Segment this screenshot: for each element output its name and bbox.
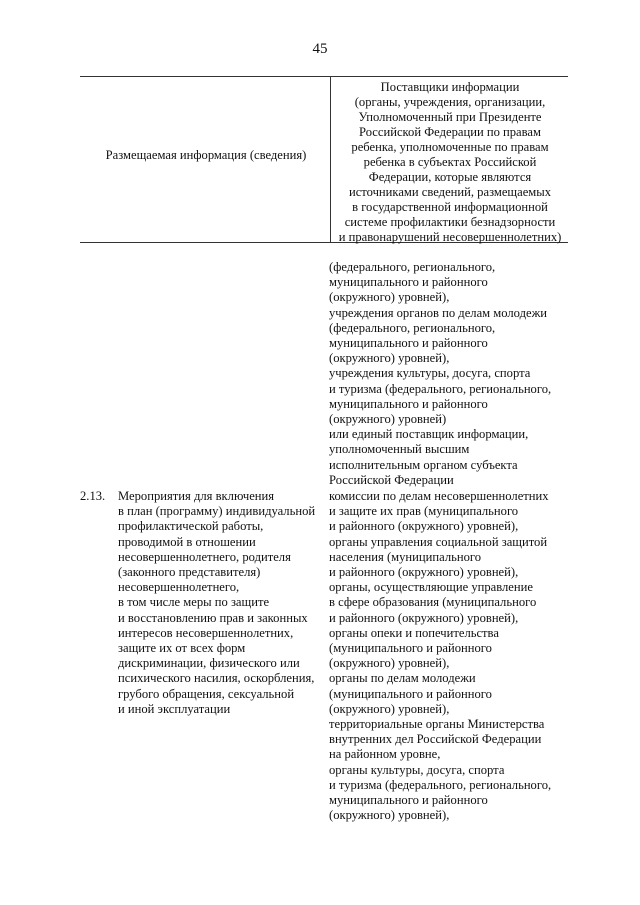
row-providers-line: (окружного) уровней),: [329, 701, 450, 716]
continuation-line: учреждения культуры, досуга, спорта: [329, 366, 531, 381]
row-providers-line: органы опеки и попечительства: [329, 625, 499, 640]
continuation-line: (окружного) уровней),: [329, 290, 450, 305]
row-providers-line: в сфере образования (муниципального: [329, 595, 537, 610]
row-providers-cell: [329, 489, 551, 823]
row-information-line: профилактической работы,: [118, 519, 264, 534]
row-providers-line: (окружного) уровней),: [329, 808, 450, 823]
header-providers-line: системе профилактики безнадзорности: [344, 215, 556, 229]
row-providers-line: органы управления социальной защитой: [329, 534, 548, 549]
row-information-line: защите их от всех форм: [118, 641, 246, 656]
continuation-line: (окружного) уровней),: [329, 351, 450, 366]
row-providers-line: и районного (окружного) уровней),: [329, 565, 519, 580]
row-providers-line: населения (муниципального: [329, 549, 482, 564]
row-information-line: грубого обращения, сексуальной: [118, 686, 295, 701]
header-providers-line: в государственной информационной: [352, 200, 548, 214]
header-providers-line: Российской Федерации по правам: [359, 125, 541, 139]
continuation-line: (федерального, регионального,: [329, 320, 496, 335]
continuation-line: исполнительным органом субъекта: [329, 457, 518, 472]
row-providers-line: (муниципального и районного: [329, 686, 492, 701]
row-providers-line: на районном уровне,: [329, 747, 441, 762]
row-information-line: интересов несовершеннолетних,: [118, 625, 294, 640]
continuation-providers-cell: [329, 260, 551, 488]
table-top-rule: [80, 76, 568, 77]
row-providers-line: органы культуры, досуга, спорта: [329, 762, 505, 777]
page-number: 45: [312, 41, 328, 57]
row-information-cell: [118, 489, 315, 717]
row-providers-line: внутренних дел Российской Федерации: [329, 732, 542, 747]
header-providers-line: источниками сведений, размещаемых: [348, 185, 552, 199]
header-information-providers: [332, 80, 568, 245]
header-providers-line: Поставщики информации: [380, 80, 520, 94]
row-providers-line: и защите их прав (муниципального: [329, 504, 519, 519]
header-providers-line: Уполномоченный при Президенте: [358, 110, 542, 124]
header-providers-line: ребенка, уполномоченные по правам: [351, 140, 549, 154]
continuation-line: или единый поставщик информации,: [329, 427, 529, 442]
continuation-line: (федерального, регионального,: [329, 260, 496, 274]
row-information-line: Мероприятия для включения: [118, 489, 275, 503]
continuation-line: муниципального и районного: [329, 396, 488, 411]
header-providers-line: (органы, учреждения, организации,: [354, 95, 546, 109]
row-information-line: в том числе меры по защите: [118, 595, 270, 610]
continuation-line: уполномоченный высшим: [329, 442, 470, 457]
row-providers-line: муниципального и районного: [329, 793, 488, 808]
continuation-line: муниципального и районного: [329, 336, 488, 351]
continuation-line: (окружного) уровней): [329, 412, 447, 427]
row-providers-line: и районного (окружного) уровней),: [329, 610, 519, 625]
continuation-line: учреждения органов по делам молодежи: [329, 305, 548, 320]
row-information-line: несовершеннолетнего,: [118, 580, 240, 595]
row-information-line: и иной эксплуатации: [118, 701, 231, 716]
row-information-line: в план (программу) индивидуальной: [118, 504, 316, 519]
row-providers-line: и туризма (федерального, регионального,: [329, 777, 552, 792]
row-information-line: и восстановлению прав и законных: [118, 610, 308, 625]
continuation-line: и туризма (федерального, регионального,: [329, 381, 552, 396]
continuation-line: муниципального и районного: [329, 275, 488, 290]
row-information-line: психического насилия, оскорбления,: [118, 671, 315, 686]
row-providers-line: территориальные органы Министерства: [329, 717, 545, 732]
header-providers-line: Федерации, которые являются: [368, 170, 532, 184]
row-information-line: проводимой в отношении: [118, 534, 256, 549]
row-information-line: дискриминации, физического или: [118, 656, 300, 671]
row-providers-line: и районного (окружного) уровней),: [329, 519, 519, 534]
row-providers-line: (муниципального и районного: [329, 641, 492, 656]
row-providers-line: органы, осуществляющие управление: [329, 580, 533, 595]
row-number: 2.13.: [80, 489, 106, 503]
header-providers-line: и правонарушений несовершеннолетних): [338, 230, 562, 244]
row-providers-line: органы по делам молодежи: [329, 671, 476, 686]
header-providers-line: ребенка в субъектах Российской: [363, 155, 537, 169]
continuation-line: Российской Федерации: [329, 472, 454, 487]
header-placed-information: Размещаемая информация (сведения): [105, 148, 307, 162]
row-providers-line: комиссии по делам несовершеннолетних: [329, 489, 549, 503]
row-information-line: (законного представителя): [118, 565, 261, 580]
row-information-line: несовершеннолетнего, родителя: [118, 549, 291, 564]
row-providers-line: (окружного) уровней),: [329, 656, 450, 671]
